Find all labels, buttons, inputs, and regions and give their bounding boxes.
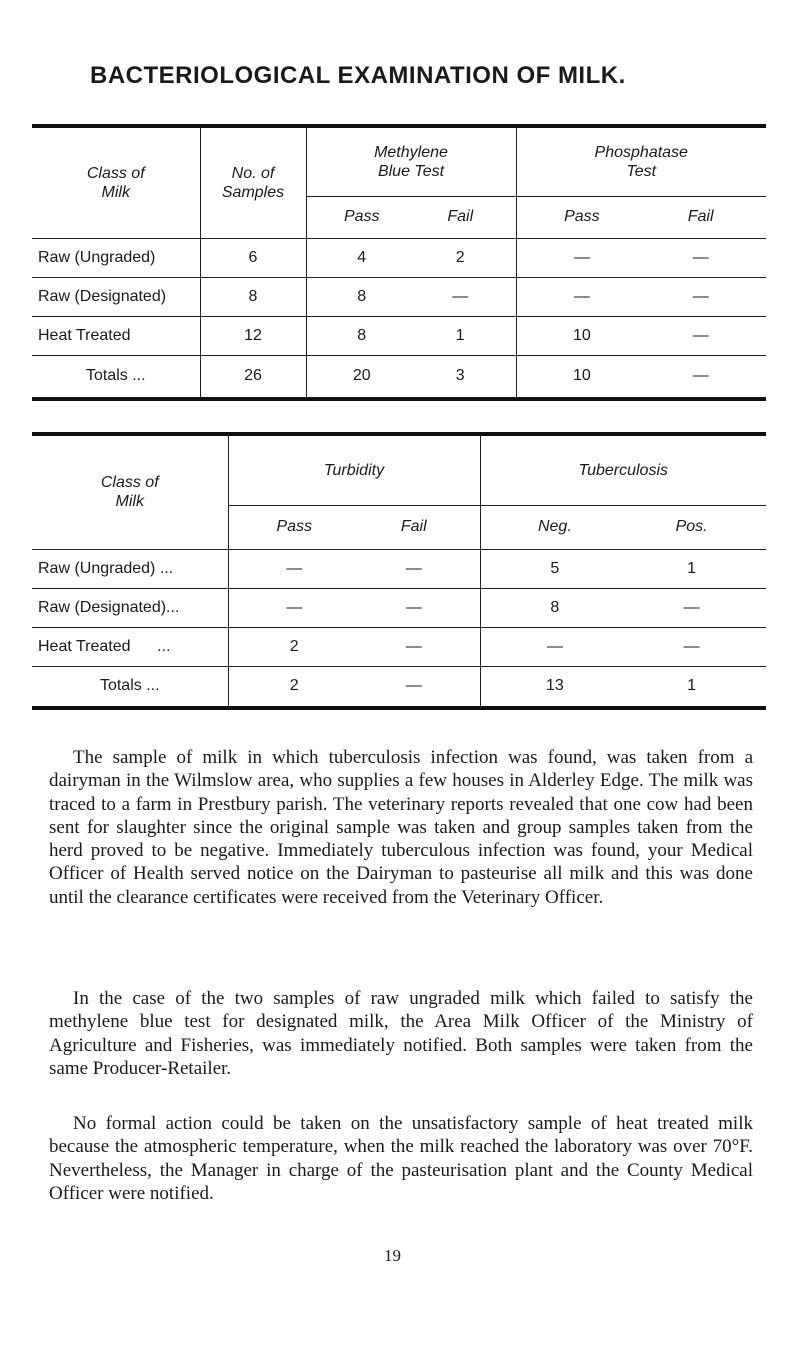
turbidity-subheader: [228, 505, 480, 549]
turbidity-pass-cell: 2: [289, 637, 299, 655]
row-label: Totals ...: [32, 355, 200, 399]
header-tuberculosis: Tuberculosis: [480, 434, 766, 505]
header-turbidity: Turbidity: [228, 434, 480, 505]
phosphatase-subheader: [516, 196, 766, 238]
paragraph-tuberculosis: The sample of milk in which tuberculosis infection was found, was taken from a dairyman in the Wilmslow area, who supplies a few houses in Alderley Edge. The milk was traced to a farm in Prestbury parish. The veterinary reports revealed that one cow had been sent for slaughter since the original sample was taken and group samples taken from the herd proved to be negative. Immediately tuberculous infection was found, your Medical Officer of Health served notice on the Dairyman to pasteurise all milk and this was done until the clearance certificates were received from the Veterinary Officer.: [49, 747, 753, 908]
tb-neg-cell: 5: [550, 559, 560, 577]
header-pass: Pass: [564, 208, 600, 225]
header-class-of-milk: Class of Milk: [32, 434, 228, 549]
samples-cell: 26: [200, 355, 306, 399]
page-number: 19: [384, 1246, 401, 1265]
paragraph-methylene: In the case of the two samples of raw ungraded milk which failed to satisfy the methylene blue test for designated milk, the Area Milk Officer of the Ministry of Agriculture and Fisheries, was immediately notified. Both samples were taken from the same Producer-Retailer.: [49, 988, 753, 1079]
row-label: Raw (Designated)...: [32, 588, 228, 627]
ph-fail-cell: —: [692, 287, 709, 305]
table-row: [32, 277, 766, 316]
row-label: Raw (Ungraded) ...: [32, 549, 228, 588]
header-fail: Fail: [400, 518, 427, 535]
mb-pass-cell: 8: [357, 287, 367, 305]
mb-fail-cell: —: [452, 287, 469, 305]
methylene-phosphatase-table: [32, 124, 766, 401]
tb-neg-cell: —: [546, 637, 563, 655]
tuberculosis-subheader: [480, 505, 766, 549]
samples-cell: 12: [200, 316, 306, 355]
table-row: [32, 238, 766, 277]
table-row: [32, 588, 766, 627]
row-label: Heat Treated: [32, 316, 200, 355]
header-phosphatase-test: Phosphatase Test: [516, 126, 766, 196]
header-methylene-blue-test: Methylene Blue Test: [306, 126, 516, 196]
tb-neg-cell: 13: [545, 677, 564, 695]
tb-pos-cell: —: [683, 598, 700, 616]
samples-cell: 8: [200, 277, 306, 316]
tb-pos-cell: —: [683, 637, 700, 655]
mb-pass-cell: 8: [357, 326, 367, 344]
turbidity-pass-cell: —: [286, 559, 303, 577]
table-row-totals: [32, 666, 766, 708]
header-pass: Pass: [276, 518, 313, 535]
mb-pass-cell: 4: [357, 248, 367, 266]
turbidity-fail-cell: —: [405, 677, 422, 695]
header-neg: Neg.: [537, 518, 572, 535]
turbidity-fail-cell: —: [405, 598, 422, 616]
turbidity-pass-cell: —: [286, 598, 303, 616]
row-label: Heat Treated ...: [32, 627, 228, 666]
page-title: BACTERIOLOGICAL EXAMINATION OF MILK.: [90, 62, 626, 89]
tb-pos-cell: 1: [687, 559, 697, 577]
ph-pass-cell: —: [573, 287, 590, 305]
turbidity-fail-cell: —: [405, 637, 422, 655]
header-pass: Pass: [343, 208, 380, 225]
header-fail: Fail: [687, 208, 714, 225]
mb-pass-cell: 20: [352, 367, 371, 385]
header-fail: Fail: [447, 208, 474, 225]
ph-pass-cell: —: [573, 248, 590, 266]
ph-pass-cell: 10: [572, 326, 591, 344]
row-label: Totals ...: [32, 666, 228, 708]
samples-cell: 6: [200, 238, 306, 277]
header-no-of-samples: No. of Samples: [200, 126, 306, 238]
ph-fail-cell: —: [692, 367, 709, 385]
header-class-of-milk: Class of Milk: [32, 126, 200, 238]
table-row: [32, 549, 766, 588]
ph-pass-cell: 10: [572, 367, 591, 385]
ph-fail-cell: —: [692, 326, 709, 344]
paragraph-heat-treated: No formal action could be taken on the unsatisfactory sample of heat treated milk because the atmospheric temperature, when the milk reached the laboratory was over 70°F. Nevertheless, the Manager in charge of the pasteurisation plant and the County Medical Officer were notified.: [49, 1113, 753, 1204]
header-pos: Pos.: [675, 518, 708, 535]
mb-fail-cell: 3: [455, 367, 465, 385]
tb-pos-cell: 1: [687, 677, 697, 695]
row-label: Raw (Designated): [32, 277, 200, 316]
methylene-subheader: [306, 196, 516, 238]
turbidity-fail-cell: —: [405, 559, 422, 577]
ph-fail-cell: —: [692, 248, 709, 266]
table-row-totals: [32, 355, 766, 399]
turbidity-tuberculosis-table: [32, 432, 766, 710]
table-row: [32, 627, 766, 666]
row-label: Raw (Ungraded): [32, 238, 200, 277]
mb-fail-cell: 2: [455, 248, 465, 266]
turbidity-pass-cell: 2: [289, 677, 299, 695]
table-row: [32, 316, 766, 355]
mb-fail-cell: 1: [455, 326, 465, 344]
tb-neg-cell: 8: [550, 598, 560, 616]
